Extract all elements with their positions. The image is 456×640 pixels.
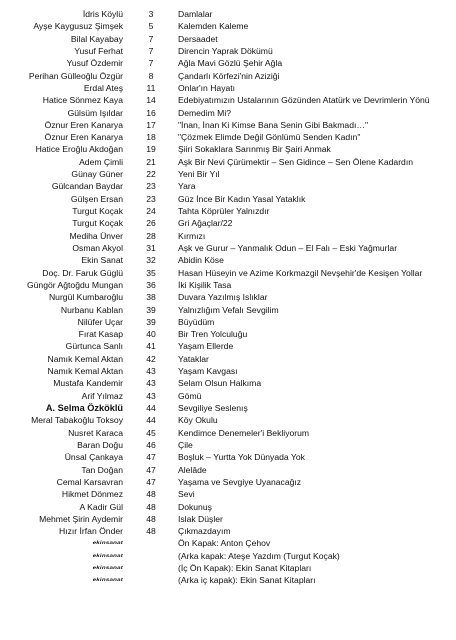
toc-title: Köy Okulu [178,415,218,426]
toc-page-number: 48 [146,513,156,524]
toc-page-number: 43 [146,366,156,377]
toc-page-number: 11 [146,82,156,93]
toc-entry [0,45,456,57]
toc-page-number: 42 [146,353,156,364]
toc-title: Güz İnce Bir Kadın Yasal Yataklık [178,193,306,204]
toc-author: Nurbanu Kablan [60,304,123,315]
toc-title: Bir Tren Yolculuğu [178,329,248,340]
ekinsanat-logo: ekinsanat [92,577,123,583]
toc-entry [0,340,456,352]
toc-title: Sevi [178,489,195,500]
toc-page-number: 5 [148,21,154,32]
toc-page-number: 41 [146,341,156,352]
toc-page-number: 35 [146,267,156,278]
toc-author: Doç. Dr. Faruk Güglü [42,267,123,278]
toc-title: Duvara Yazılmış Islıklar [178,292,268,303]
toc-author: Hızır İrfan Önder [59,526,123,537]
toc-entry [0,513,456,525]
toc-page-number: 38 [146,292,156,303]
toc-title: Ön Kapak: Anton Çehov [178,538,271,549]
toc-author: Meral Tabakoğlu Toksoy [31,415,123,426]
toc-entry [0,254,456,266]
toc-title: Hasan Hüseyin ve Azime Korkmazgil Nevşehir'de Kesişen Yollar [178,267,423,278]
toc-title: Büyüdüm [178,316,215,327]
toc-page-number: 21 [146,156,156,167]
toc-author: A Kadir Gül [79,501,123,512]
toc-author: İdris Köylü [82,9,123,19]
toc-page-number: 28 [146,230,156,241]
toc-page-number: 24 [146,206,156,216]
toc-entry [0,476,456,488]
toc-title: Damlalar [178,9,213,19]
toc-author: Gülsüm Işıldar [67,107,123,118]
toc-page-number: 31 [146,242,156,253]
toc-author: Ekin Sanat [81,255,123,266]
toc-author: Arif Yılmaz [81,390,123,401]
toc-page-number: 7 [148,58,154,69]
toc-author: Hatice Eroğlu Akdoğan [35,144,123,155]
toc-page-number: 3 [148,9,154,19]
toc-author: Nurgül Kumbaroğlu [48,292,123,303]
toc-entry [0,402,456,414]
toc-title: Direncin Yaprak Dökümü [178,45,273,56]
toc-page-number: 45 [146,427,156,438]
toc-author: Namık Kemal Aktan [47,366,123,377]
toc-title: Yara [178,181,196,192]
toc-entry [0,377,456,389]
toc-title: Dersaadet [178,33,218,44]
toc-entry [0,562,456,574]
toc-entry [0,217,456,229]
toc-entry [0,390,456,402]
toc-author: Gülşen Ersan [70,193,123,204]
toc-page-number: 7 [148,33,154,44]
toc-page-number: 48 [146,501,156,512]
toc-title: "İnan, İnan Ki Kimse Bana Senin Gibi Bakmadı…" [178,119,369,130]
toc-page-number: 39 [146,316,156,327]
toc-page-number: 47 [146,476,156,487]
toc-page-number: 43 [146,390,156,401]
toc-author: Öznur Eren Kanarya [44,119,123,130]
toc-author: Nusret Karaca [68,427,123,438]
toc-entry [0,550,456,562]
toc-page-number: 48 [146,489,156,500]
toc-author: Günay Güner [71,169,123,180]
toc-author: Hikmet Dönmez [61,489,123,500]
toc-title: Yaşama ve Sevgiye Uyanacağız [178,476,302,487]
toc-title: Tahta Köprüler Yalnızdır [178,206,270,216]
toc-author: A. Selma Özköklü [45,403,123,413]
toc-entry [0,94,456,106]
toc-entry [0,414,456,426]
toc-title: Çandarlı Körfezi'nin Aziziği [178,70,280,81]
toc-title: Alelâde [178,464,207,475]
toc-author: Güngör Ağtoğdu Mungan [26,279,123,290]
toc-author: Mediha Ünver [69,230,123,241]
toc-entry [0,193,456,205]
toc-entry [0,279,456,291]
toc-title: Gömü [178,390,202,401]
toc-title: Dokunuş [178,501,212,512]
toc-title: Edebiyatımızın Ustalarının Gözünden Atatürk ve Devrimlerin Yönü [178,95,430,106]
toc-entry [0,304,456,316]
toc-author: Erdal Ateş [83,82,123,93]
toc-title: Islak Düşler [178,513,223,524]
toc-entry [0,242,456,254]
toc-entry [0,291,456,303]
toc-title: Abidin Köse [178,255,224,266]
toc-title: Gri Ağaçlar/22 [178,218,233,229]
toc-title: Yaşam Kavgası [178,366,238,377]
toc-author: Ayşe Kaygusuz Şimşek [33,21,123,32]
toc-page-number: 39 [146,304,156,315]
toc-page-number: 23 [146,181,156,192]
toc-author: Turgut Koçak [72,218,123,229]
toc-author: Adem Çimli [79,156,123,167]
toc-page-number: 32 [146,255,156,266]
toc-author: Mehmet Şirin Aydemir [39,513,123,524]
toc-title: Yeni Bir Yıl [178,169,220,180]
toc-author: Gürtunca Sanlı [65,341,123,352]
toc-title: Yalnızlığım Vefalı Sevgilim [178,304,279,315]
ekinsanat-logo: ekinsanat [92,540,123,546]
toc-author: Öznur Eren Kanarya [44,132,123,143]
toc-entry [0,131,456,143]
toc-entry [0,451,456,463]
toc-entry [0,143,456,155]
toc-page-number: 48 [146,526,156,537]
toc-title: İki Kişilik Tasa [178,279,232,290]
toc-page-number: 43 [146,378,156,389]
toc-page-number: 19 [146,144,156,155]
toc-page-number: 44 [146,415,156,426]
toc-title: Aşk ve Gurur – Yanmalık Odun – El Falı – Eski Yağmurlar [178,242,398,253]
toc-title: (İç Ön Kapak): Ekin Sanat Kitapları [178,563,312,574]
toc-entry [0,205,456,217]
toc-author: Namık Kemal Aktan [47,353,123,364]
toc-author: Osman Akyol [72,242,123,253]
toc-author: Nilüfer Uçar [77,316,123,327]
toc-page-number: 7 [148,45,154,56]
toc-entry [0,57,456,69]
toc-author: Cemal Karsavran [56,476,123,487]
toc-page-number: 16 [146,107,156,118]
toc-entry [0,316,456,328]
toc-entry [0,230,456,242]
toc-title: Çıkmazdayım [178,526,231,537]
toc-entry [0,33,456,45]
toc-title: Şiiri Sokaklara Sarınmış Bir Şairi Anmak [178,144,331,155]
ekinsanat-logo: ekinsanat [92,552,123,559]
toc-title: Yaşam Ellerde [178,341,234,352]
toc-title: Onlar'ın Hayatı [178,82,236,93]
toc-page-number: 46 [146,439,156,450]
toc-entry [0,20,456,32]
toc-author: Mustafa Kandemir [53,378,123,389]
toc-entry [0,525,456,537]
toc-title: (Arka kapak: Ateşe Yazdım (Turgut Koçak) [178,550,340,561]
toc-entry [0,427,456,439]
toc-title: Aşk Bir Nevi Çürümektir – Sen Gidince – Sen Ölene Kadardın [178,156,414,167]
toc-page-number: 47 [146,452,156,463]
toc-entry [0,328,456,340]
toc-page-number: 14 [146,95,156,106]
toc-author: Yusuf Ferhat [74,45,123,56]
toc-entry [0,107,456,119]
toc-author: Yusuf Özdemir [66,58,123,69]
toc-author: Gülcandan Baydar [51,181,123,192]
toc-entry [0,464,456,476]
toc-author: Ünsal Çankaya [64,452,123,463]
toc-author: Tan Doğan [81,464,123,475]
toc-title: (Arka iç kapak): Ekin Sanat Kitapları [178,575,316,586]
toc-page-number: 23 [146,193,156,204]
toc-author: Bilal Kayabay [70,33,123,44]
toc-title: Kendimce Denemeler'i Bekliyorum [178,427,310,438]
toc-page-number: 40 [146,329,156,340]
toc-title: Demedim Mi? [178,107,232,118]
toc-author: Perihan Gülleoğlu Özgür [28,70,123,81]
toc-entry [0,119,456,131]
toc-entry [0,168,456,180]
toc-title: Kırmızı [178,230,206,241]
table-of-contents [0,8,456,587]
toc-author: Turgut Koçak [72,206,123,216]
toc-page-number: 36 [146,279,156,290]
toc-entry [0,156,456,168]
toc-entry [0,353,456,365]
toc-entry [0,82,456,94]
toc-author: Hatice Sönmez Kaya [42,95,123,106]
toc-entry [0,365,456,377]
toc-title: Sevgiliye Seslenış [178,403,248,413]
toc-page-number: 8 [148,70,154,81]
toc-entry [0,537,456,549]
toc-title: Çile [178,439,193,450]
toc-entry [0,180,456,192]
toc-page-number: 44 [146,403,156,413]
toc-title: Kalemden Kaleme [178,21,249,32]
toc-author: Fırat Kasap [78,329,123,340]
toc-page-number: 47 [146,464,156,475]
toc-page-number: 18 [146,132,156,143]
toc-title: Yataklar [178,353,209,364]
ekinsanat-logo: ekinsanat [92,564,123,571]
toc-entry [0,8,456,20]
toc-entry [0,267,456,279]
toc-entry [0,488,456,500]
toc-page-number: 17 [146,119,156,130]
toc-entry [0,439,456,451]
toc-title: Boşluk – Yurtta Yok Dünyada Yok [178,452,305,463]
toc-entry [0,70,456,82]
toc-page-number: 22 [146,169,156,180]
toc-entry [0,574,456,586]
toc-title: "Çözmek Elimde Değil Gönlümü Senden Kadın" [178,132,361,143]
toc-title: Ağla Mavi Gözlü Şehir Ağla [178,58,283,69]
toc-entry [0,501,456,513]
toc-author: Baran Doğu [77,439,123,450]
toc-page-number: 26 [146,218,156,229]
toc-title: Selam Olsun Halkıma [178,378,262,389]
